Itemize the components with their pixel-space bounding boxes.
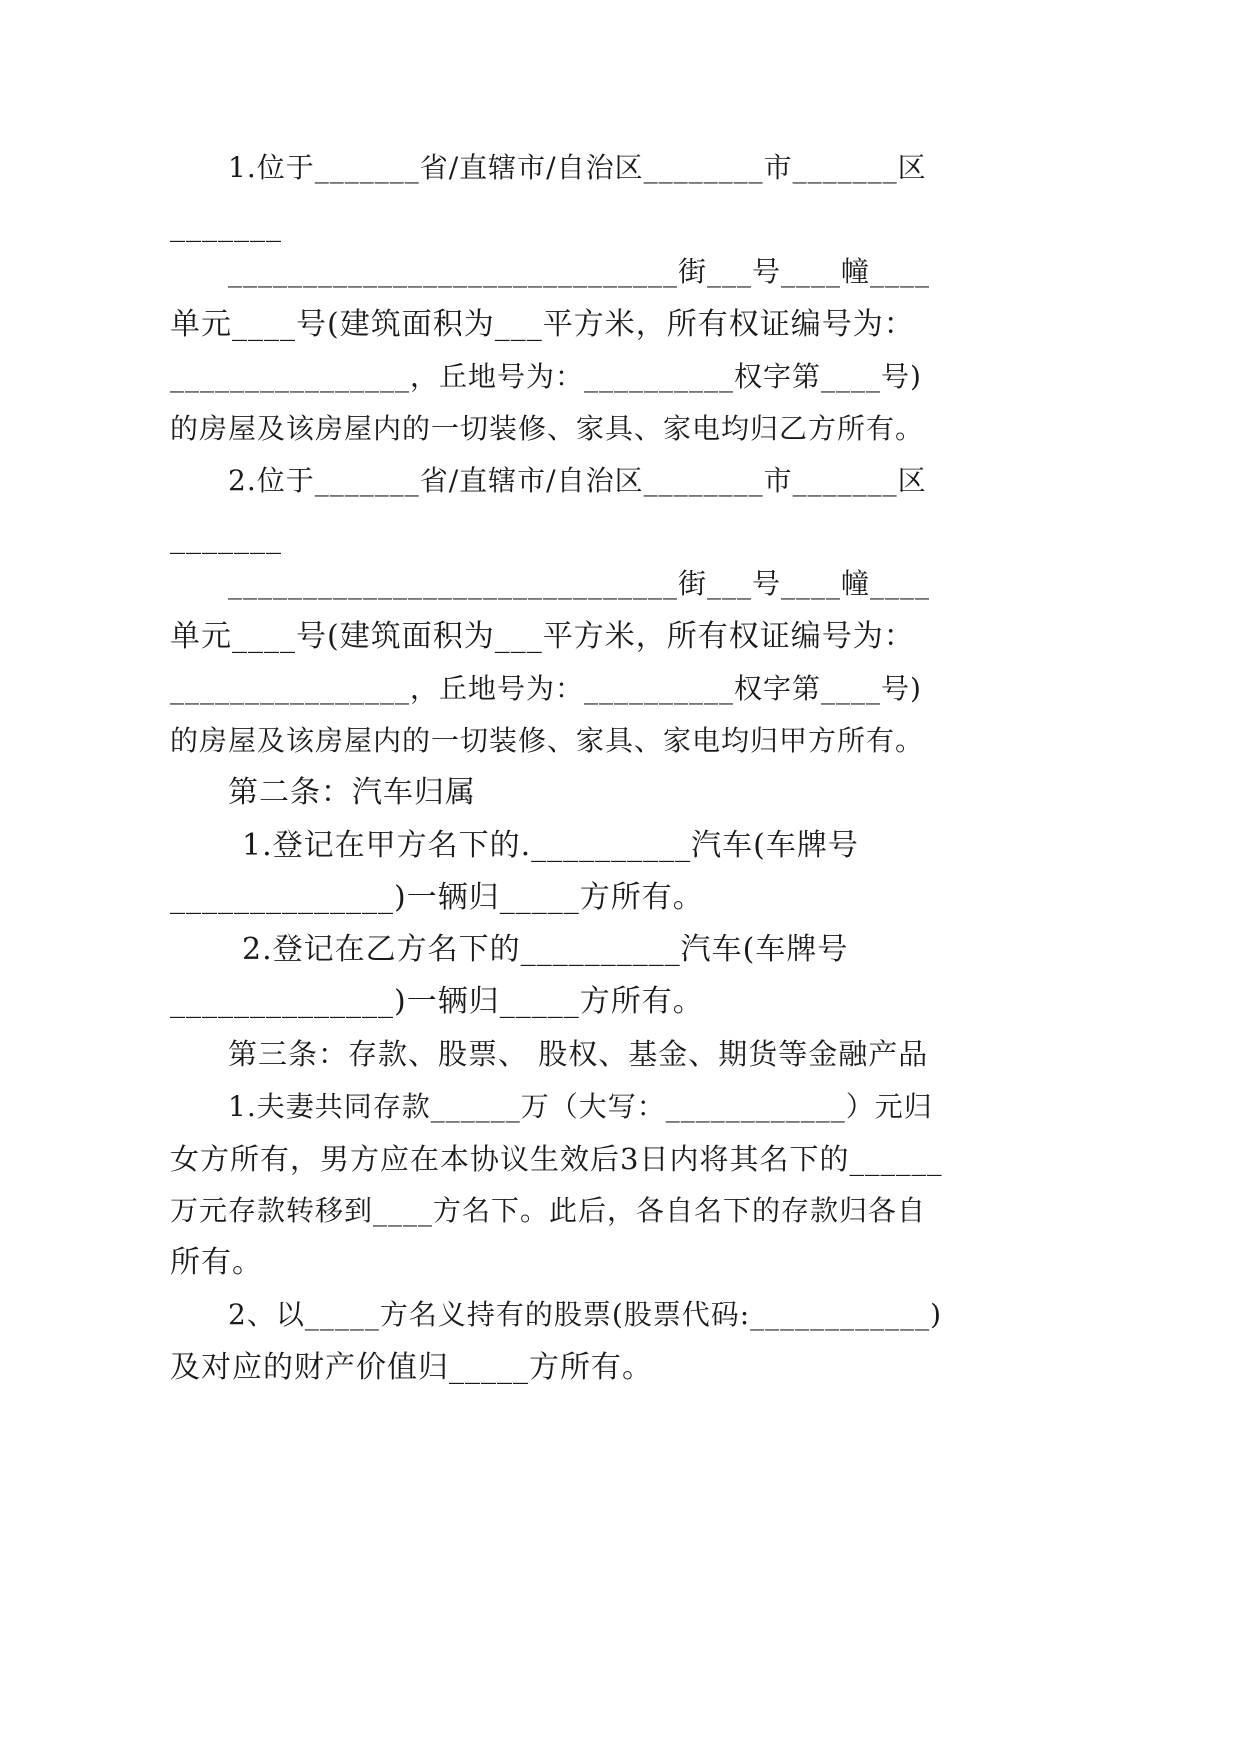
- deposit-line4: 所有。: [170, 1245, 263, 1280]
- house2-line1: 2.位于_______省/直辖市/自治区________市_______区: [228, 464, 927, 497]
- house1-line2: _______: [170, 208, 282, 243]
- house2-line4: 单元____号(建筑面积为___平方米，所有权证编号为：: [170, 619, 915, 654]
- car2-line2: ______________)一辆归_____方所有。: [170, 984, 704, 1019]
- house2-line3: ______________________________街___号____幢____: [228, 567, 931, 600]
- house2-line5: ________________，丘地号为：__________权字第____号): [170, 672, 922, 705]
- deposit-line2: 女方所有，男方应在本协议生效后3日内将其名下的______: [170, 1142, 943, 1176]
- stock-line2: 及对应的财产价值归_____方所有。: [170, 1350, 653, 1385]
- section3-heading: 第三条：存款、股票、 股权、基金、期货等金融产品: [228, 1037, 929, 1071]
- section2-heading: 第二条：汽车归属: [228, 775, 476, 810]
- stock-line1: 2、以_____方名义持有的股票(股票代码:____________): [228, 1298, 943, 1331]
- car1-line2: ______________)一辆归_____方所有。: [170, 880, 704, 915]
- house2-line2: _______: [170, 520, 282, 555]
- house1-line1: 1.位于_______省/直辖市/自治区________市_______区: [228, 151, 927, 184]
- house2-line6: 的房屋及该房屋内的一切装修、家具、家电均归甲方所有。: [170, 724, 925, 757]
- house1-line6: 的房屋及该房屋内的一切装修、家具、家电均归乙方所有。: [170, 412, 925, 445]
- house1-line3: ______________________________街___号____幢____: [228, 255, 931, 288]
- car1-line1: 1.登记在甲方名下的.__________汽车(车牌号: [242, 828, 859, 863]
- deposit-line1: 1.夫妻共同存款______万（大写：____________）元归: [228, 1090, 933, 1123]
- deposit-line3: 万元存款转移到____方名下。此后，各自名下的存款归各自: [170, 1194, 927, 1227]
- car2-line1: 2.登记在乙方名下的__________汽车(车牌号: [242, 932, 849, 967]
- house1-line5: ________________，丘地号为：__________权字第____号): [170, 360, 922, 393]
- house1-line4: 单元____号(建筑面积为___平方米，所有权证编号为：: [170, 307, 915, 342]
